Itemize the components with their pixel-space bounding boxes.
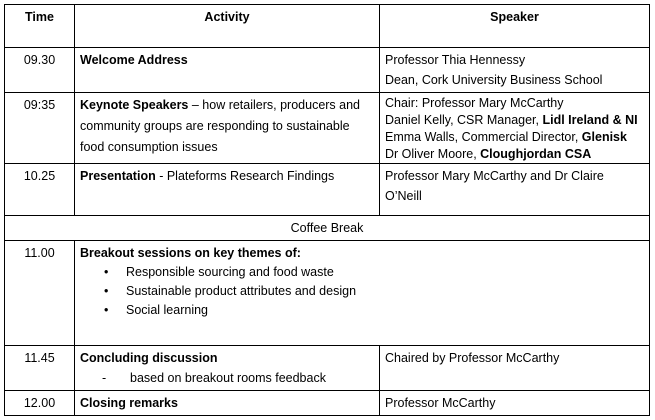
speaker-org: Glenisk [581,130,627,144]
row-activity [75,241,650,346]
header-row [5,5,650,48]
activity-title: Closing remarks [80,396,178,410]
list-item: • Social learning [126,301,644,320]
activity-title: Concluding discussion [80,351,218,365]
dash-mark: - [102,371,107,385]
table-row [5,346,650,391]
row-speaker: Professor Mary McCarthy and Dr Claire O’Neill [380,164,650,216]
speaker-name: Emma Walls, Commercial Director, [385,130,582,144]
speaker-line [385,112,644,129]
activity-description: - Plateforms Research Findings [155,169,335,183]
activity-subitem [80,368,374,388]
row-time: 09.30 [5,48,75,93]
header-time: Time [5,5,75,48]
subitem-text: based on breakout rooms feedback [130,371,326,385]
row-speaker: Chaired by Professor McCarthy [380,346,650,391]
coffee-break: Coffee Break [5,216,650,241]
speaker-org: Cloughjordan CSA [480,147,592,161]
activity-title: Keynote Speakers [80,98,189,112]
row-activity [75,93,380,164]
activity-title: Welcome Address [80,53,188,67]
row-time: 11.45 [5,346,75,391]
list-item: • Sustainable product attributes and design [126,282,644,301]
header-activity: Activity [75,5,380,48]
activity-title: Breakout sessions on key themes of: [80,246,301,260]
row-speaker [380,93,650,164]
row-activity [75,164,380,216]
theme-list [80,263,644,320]
activity-title: Presentation [80,169,156,183]
row-speaker: Professor McCarthy [380,391,650,416]
table-row [5,391,650,416]
speaker-line [385,129,644,146]
row-activity [75,346,380,391]
speaker-org: Lidl Ireland & NI [542,113,638,127]
activity-description: – how retailers, producers and community groups are responding to sustainable food consumption issues [80,98,361,154]
row-time: 10.25 [5,164,75,216]
row-time: 11.00 [5,241,75,346]
list-item: • Responsible sourcing and food waste [126,263,644,282]
agenda-table [4,4,650,416]
speaker-line [385,146,644,163]
speaker-name: Dr Oliver Moore, [385,147,481,161]
table-row [5,93,650,164]
speaker-name: Daniel Kelly, CSR Manager, [385,113,543,127]
table-row [5,216,650,241]
row-activity [75,391,380,416]
row-activity [75,48,380,93]
row-time: 09:35 [5,93,75,164]
table-row [5,241,650,346]
chair-line: Chair: Professor Mary McCarthy [385,96,564,110]
speaker-line: Professor Thia Hennessy [385,53,526,67]
row-speaker [380,48,650,93]
row-time: 12.00 [5,391,75,416]
header-speaker: Speaker [380,5,650,48]
speaker-line: Dean, Cork University Business School [385,73,603,87]
table-row [5,48,650,93]
table-row [5,164,650,216]
